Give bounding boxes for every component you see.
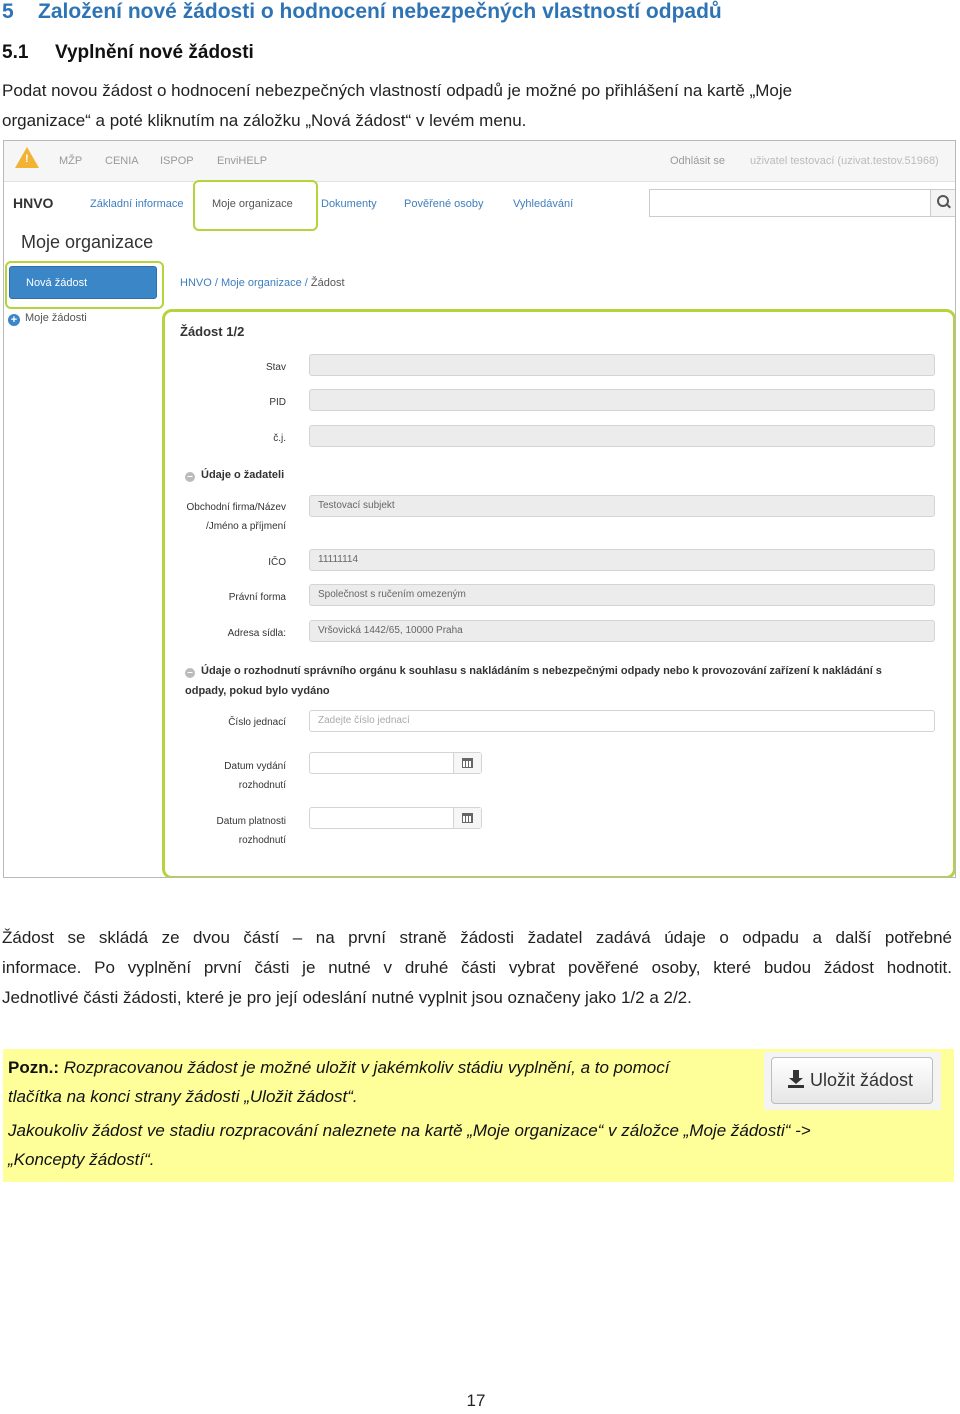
cj-field xyxy=(309,425,935,447)
case-number-input[interactable]: Zadejte číslo jednací xyxy=(309,710,935,732)
address-label: Adresa sídla: xyxy=(227,628,286,639)
nav-basic-info[interactable]: Základní informace xyxy=(90,198,184,210)
breadcrumb-request: Žádost xyxy=(310,277,345,289)
ico-label: IČO xyxy=(268,557,286,568)
nav-authorized-persons[interactable]: Pověřené osoby xyxy=(404,198,484,210)
note-line-1: Pozn.: Rozpracovanou žádost je možné uložit v jakémkoliv stádiu vyplnění, a to pomocí xyxy=(8,1058,670,1077)
logout-link[interactable]: Odhlásit se xyxy=(670,155,726,167)
calendar-icon xyxy=(462,758,473,768)
pid-label: PID xyxy=(269,397,286,408)
my-requests-label: Moje žádosti xyxy=(25,312,87,324)
link-cenia[interactable]: CENIA xyxy=(105,155,139,167)
calendar-icon xyxy=(462,813,473,823)
legal-form-field: Společnost s ručením omezeným xyxy=(309,584,935,606)
calendar-button[interactable] xyxy=(453,808,481,828)
body-line-2: informace. Po vyplnění první části je nutné v druhé části vybrat pověřené osoby, které budou žádost hodnotit. xyxy=(2,958,952,977)
breadcrumb-my-organization[interactable]: Moje organizace xyxy=(220,277,302,289)
collapse-icon: – xyxy=(185,472,195,482)
highlight-new-request xyxy=(5,261,164,309)
section-title: Založení nové žádosti o hodnocení nebezpečných vlastností odpadů xyxy=(38,0,722,23)
company-label: Obchodní firma/Název /Jméno a příjmení xyxy=(186,502,286,532)
top-bar: ! MŽP CENIA ISPOP EnviHELP Odhlásit se uživatel testovací (uzivat.testov.51968) xyxy=(4,141,955,182)
breadcrumb-hnvo[interactable]: HNVO xyxy=(180,277,212,289)
note-label: Pozn.: xyxy=(8,1058,59,1077)
body-line-3: Jednotlivé části žádosti, které je pro její odeslání nutné vyplnit jsou označeny jako 1/2 a 2/2. xyxy=(2,988,692,1007)
address-field: Vršovická 1442/65, 10000 Praha xyxy=(309,620,935,642)
subsection-heading xyxy=(2,42,254,64)
note-line-3: Jakoukoliv žádost ve stadiu rozpracování naleznete na kartě „Moje organizace“ v záložce „Moje žádosti“ -> xyxy=(8,1121,811,1140)
applicant-section-toggle[interactable] xyxy=(185,469,284,482)
subsection-number: 5.1 xyxy=(2,42,29,63)
intro-line-1: Podat novou žádost o hodnocení nebezpečných vlastností odpadů je možné po přihlášení na kartě „Moje xyxy=(2,81,793,100)
section-number: 5 xyxy=(2,0,14,23)
highlight-my-organization-tab xyxy=(193,180,318,231)
nav-documents[interactable]: Dokumenty xyxy=(321,198,377,210)
page-number: 17 xyxy=(466,1391,486,1410)
decision-section-title-1: Údaje o rozhodnutí správního orgánu k souhlasu s nakládáním s nebezpečnými odpady nebo k provozování zařízení k nakládání s xyxy=(201,665,882,677)
brand-logo[interactable]: HNVO xyxy=(13,195,54,211)
body-line-1: Žádost se skládá ze dvou částí – na první straně žádosti žadatel zadává údaje o odpadu a další potřebné xyxy=(2,928,952,947)
nav-search[interactable]: Vyhledávání xyxy=(513,198,574,210)
calendar-button[interactable] xyxy=(453,753,481,773)
breadcrumb: HNVO / Moje organizace / Žádost xyxy=(180,277,345,289)
collapse-icon: – xyxy=(185,668,195,678)
ico-field: 11111114 xyxy=(309,549,935,571)
status-label: Stav xyxy=(265,362,286,373)
legal-form-label: Právní forma xyxy=(228,592,286,603)
subsection-title: Vyplnění nové žádosti xyxy=(55,42,254,63)
plus-circle-icon: + xyxy=(8,314,20,326)
form-title: Žádost 1/2 xyxy=(180,324,245,339)
issue-date-label: Datum vydání rozhodnutí xyxy=(224,761,286,791)
company-field: Testovací subjekt xyxy=(309,495,935,517)
search-input[interactable] xyxy=(649,189,932,217)
new-request-button[interactable]: Nová žádost xyxy=(9,266,157,299)
issue-date-input[interactable] xyxy=(309,752,482,774)
intro-line-2: organizace“ a poté kliknutím na záložku „Nová žádost“ v levém menu. xyxy=(2,111,527,130)
nav-my-organization[interactable]: Moje organizace xyxy=(212,198,293,210)
decision-section-toggle[interactable] xyxy=(185,665,882,678)
note-line-2: tlačítka na konci strany žádosti „Uložit žádost“. xyxy=(8,1087,358,1106)
section-heading xyxy=(2,0,722,24)
link-ispop[interactable]: ISPOP xyxy=(160,155,194,167)
status-field xyxy=(309,354,935,376)
cj-label: č.j. xyxy=(273,433,286,444)
save-request-button[interactable] xyxy=(771,1057,933,1104)
case-number-label: Číslo jednací xyxy=(228,717,286,728)
link-mzp[interactable]: MŽP xyxy=(59,155,83,167)
valid-date-input[interactable] xyxy=(309,807,482,829)
applicant-section-title: Údaje o žadateli xyxy=(201,469,285,481)
user-name: uživatel testovací (uzivat.testov.51968) xyxy=(750,155,939,167)
pid-field xyxy=(309,389,935,411)
link-envihelp[interactable]: EnviHELP xyxy=(217,155,268,167)
download-icon xyxy=(788,1070,804,1088)
search-icon[interactable] xyxy=(930,189,956,217)
save-button-label: Uložit žádost xyxy=(810,1070,914,1090)
page-title: Moje organizace xyxy=(21,232,154,252)
valid-date-label: Datum platnosti rozhodnutí xyxy=(216,816,286,846)
my-requests-link[interactable] xyxy=(8,312,87,326)
note-line-4: „Koncepty žádostí“. xyxy=(8,1150,155,1169)
decision-section-title-2: odpady, pokud bylo vydáno xyxy=(185,685,330,697)
app-screenshot xyxy=(3,140,956,878)
